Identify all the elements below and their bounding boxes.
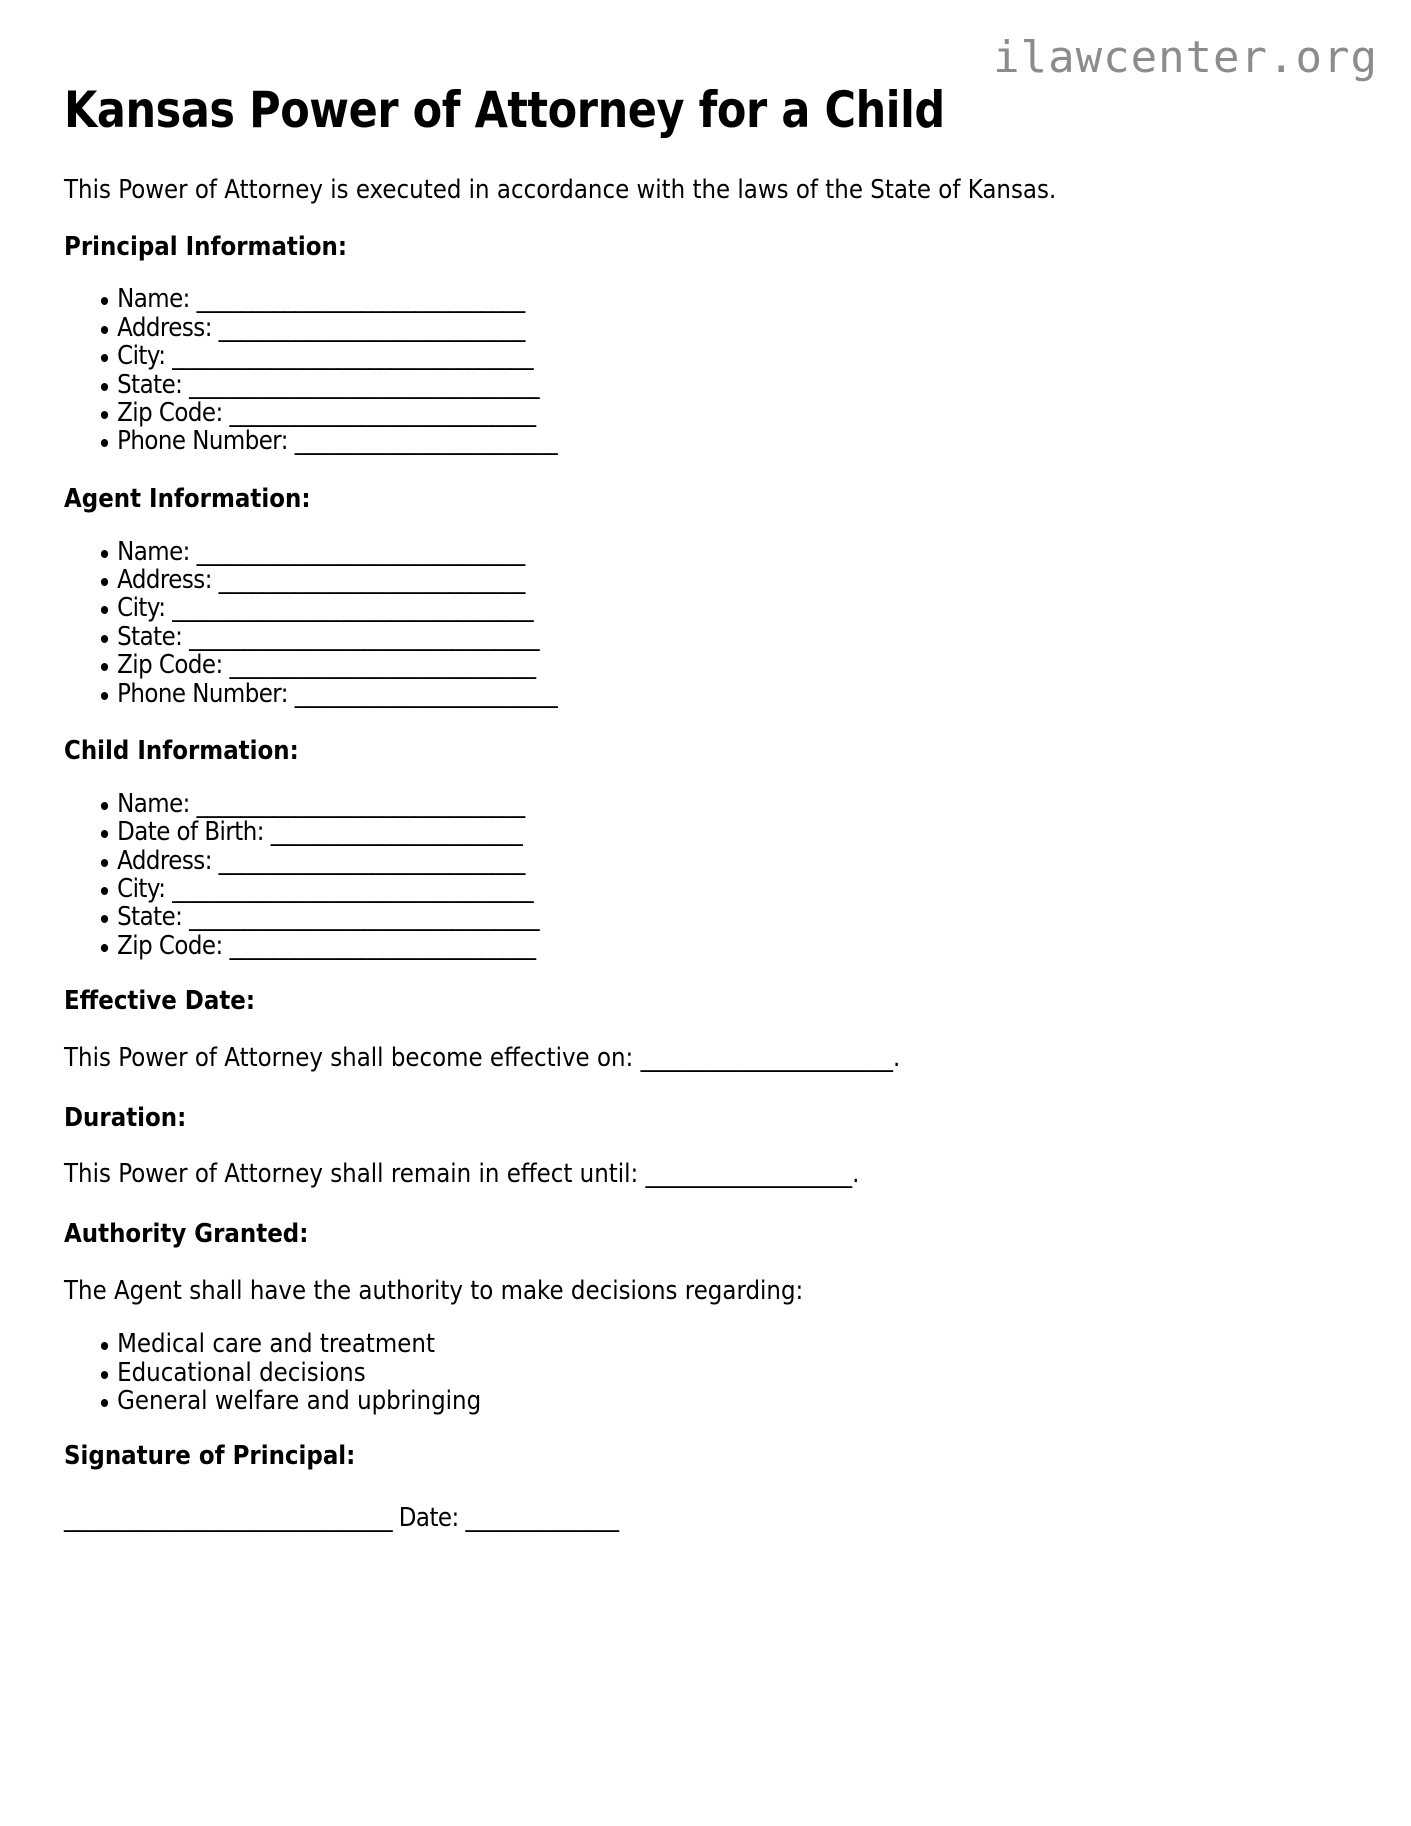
intro-paragraph: This Power of Attorney is executed in accordance with the laws of the State of Kansas. — [64, 175, 1057, 205]
child-information-list — [64, 790, 1354, 961]
field-child-zip: Zip Code: ____________________________ — [117, 930, 536, 961]
principal-information-list — [64, 285, 1354, 456]
list-item — [64, 847, 1225, 875]
duration-heading: Duration: — [64, 1102, 187, 1133]
duration-paragraph: This Power of Attorney shall remain in effect until: __________________. — [64, 1159, 860, 1190]
field-principal-name: Name: ______________________________ — [117, 284, 525, 315]
bullet-icon — [101, 944, 108, 952]
document-body — [64, 80, 1354, 1536]
bullet-icon — [101, 606, 108, 614]
bullet-icon — [101, 439, 108, 447]
page-title: Kansas Power of Attorney for a Child — [64, 81, 945, 139]
authority-item-medical: Medical care and treatment — [117, 1329, 435, 1360]
field-agent-city: City: _________________________________ — [117, 593, 534, 624]
bullet-icon — [101, 326, 108, 334]
list-item — [64, 623, 1225, 651]
signature-of-principal-heading: Signature of Principal: — [64, 1441, 356, 1472]
field-agent-zip: Zip Code: ____________________________ — [117, 650, 536, 681]
bullet-icon — [101, 915, 108, 923]
effective-date-heading: Effective Date: — [64, 986, 256, 1017]
agent-information-heading: Agent Information: — [64, 483, 311, 514]
list-item — [64, 818, 1225, 846]
list-item — [64, 427, 1225, 455]
field-agent-phone: Phone Number: ________________________ — [117, 678, 558, 709]
list-item — [64, 790, 1225, 818]
bullet-icon — [101, 802, 108, 810]
bullet-icon — [101, 887, 108, 895]
authority-granted-heading: Authority Granted: — [64, 1218, 309, 1249]
bullet-icon — [101, 692, 108, 700]
field-agent-name: Name: ______________________________ — [117, 536, 525, 567]
field-child-dob: Date of Birth: _______________________ — [117, 817, 523, 848]
list-item — [64, 1387, 1225, 1415]
bullet-icon — [101, 1399, 108, 1407]
bullet-icon — [101, 578, 108, 586]
signature-line: ______________________________ Date: ______________ — [64, 1503, 619, 1534]
list-item — [64, 875, 1225, 903]
bullet-icon — [101, 663, 108, 671]
field-child-city: City: _________________________________ — [117, 873, 534, 904]
bullet-icon — [101, 859, 108, 867]
bullet-icon — [101, 297, 108, 305]
field-child-address: Address: ____________________________ — [117, 845, 525, 876]
bullet-icon — [101, 411, 108, 419]
list-item — [64, 342, 1225, 370]
list-item — [64, 932, 1225, 960]
list-item — [64, 399, 1225, 427]
bullet-icon — [101, 383, 108, 391]
list-item — [64, 680, 1225, 708]
bullet-icon — [101, 830, 108, 838]
site-watermark: ilawcenter.org — [993, 32, 1378, 83]
bullet-icon — [101, 635, 108, 643]
bullet-icon — [101, 1371, 108, 1379]
field-child-name: Name: ______________________________ — [117, 788, 525, 819]
field-principal-phone: Phone Number: ________________________ — [117, 426, 558, 457]
child-information-heading: Child Information: — [64, 736, 299, 767]
authority-item-educational: Educational decisions — [117, 1357, 366, 1388]
list-item — [64, 1330, 1225, 1358]
list-item — [64, 651, 1225, 679]
field-principal-address: Address: ____________________________ — [117, 312, 525, 343]
bullet-icon — [101, 354, 108, 362]
principal-information-heading: Principal Information: — [64, 231, 348, 262]
authority-item-welfare: General welfare and upbringing — [117, 1386, 482, 1416]
field-child-state: State: ________________________________ — [117, 902, 540, 933]
field-agent-address: Address: ____________________________ — [117, 564, 525, 595]
effective-date-paragraph: This Power of Attorney shall become effective on: ______________________. — [64, 1042, 901, 1073]
list-item — [64, 1359, 1225, 1387]
authority-granted-list — [64, 1330, 1354, 1415]
agent-information-list — [64, 538, 1354, 709]
field-agent-state: State: ________________________________ — [117, 621, 540, 652]
list-item — [64, 538, 1225, 566]
list-item — [64, 314, 1225, 342]
field-principal-city: City: _________________________________ — [117, 341, 534, 372]
authority-granted-paragraph: The Agent shall have the authority to make decisions regarding: — [64, 1275, 804, 1306]
bullet-icon — [101, 1342, 108, 1350]
field-principal-state: State: ________________________________ — [117, 369, 540, 400]
list-item — [64, 594, 1225, 622]
list-item — [64, 903, 1225, 931]
list-item — [64, 285, 1225, 313]
list-item — [64, 371, 1225, 399]
field-principal-zip: Zip Code: ____________________________ — [117, 398, 536, 428]
list-item — [64, 566, 1225, 594]
bullet-icon — [101, 550, 108, 558]
